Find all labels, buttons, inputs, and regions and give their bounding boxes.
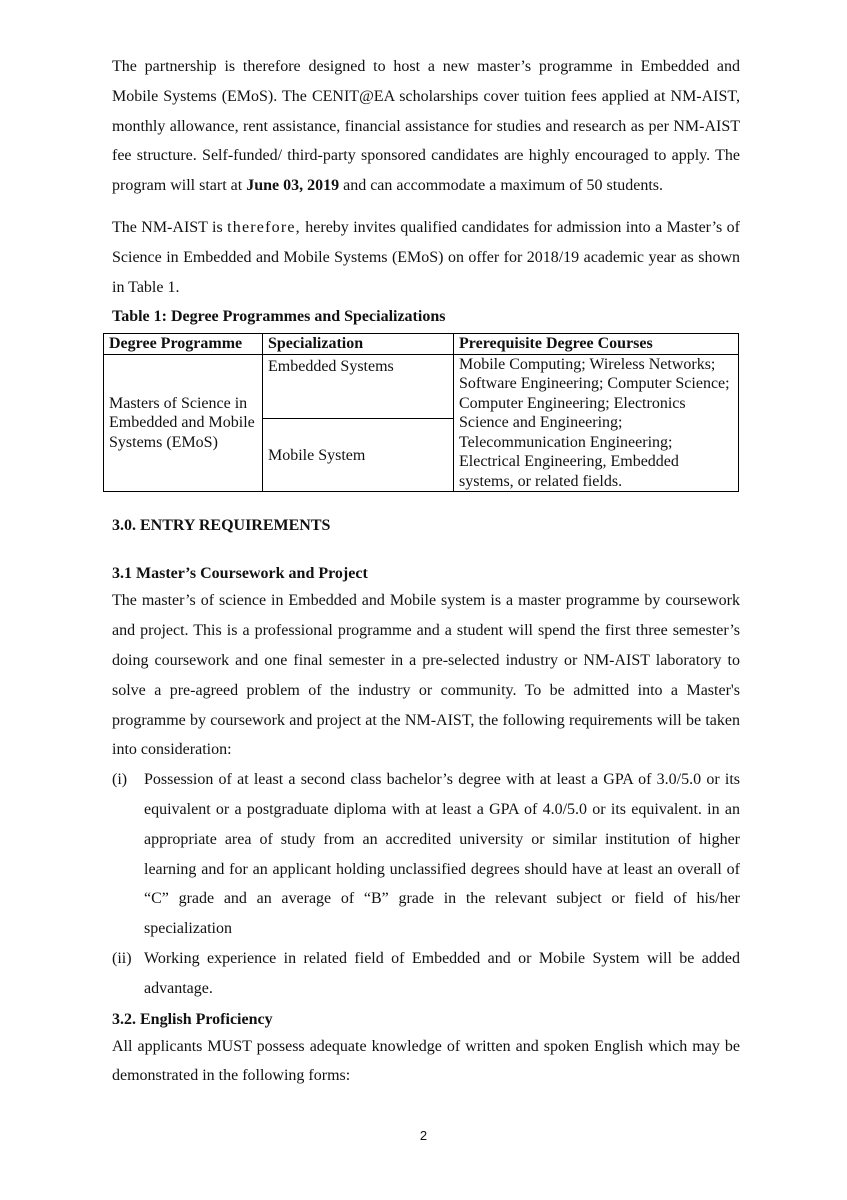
table-header-row (104, 334, 739, 355)
subsection-heading-english: 3.2. English Proficiency (112, 1010, 273, 1028)
intro-paragraph-2: The NM-AIST is therefore, hereby invites qualified candidates for admission into a Master’s of Science in Embedded and Mobile Systems (EMoS) on offer for 2018/19 academic year as shown in Table 1. (112, 218, 740, 296)
list-item-number: (i) (112, 771, 128, 789)
coursework-paragraph: The master’s of science in Embedded and Mobile system is a master programme by coursework and project. This is a professional programme and a student will spend the first three semester’s doing coursework and one final semester in a pre-selected industry or NM-AIST laboratory to solve a pre-agreed problem of the industry or community. To be admitted into a Master's programme by coursework and project at the NM-AIST, the following requirements will be taken into consideration: (112, 592, 740, 759)
document-page (109, 52, 740, 1091)
table-header-cell: Degree Programme (104, 334, 263, 355)
specialization-cell: Embedded Systems (263, 354, 454, 418)
intro-paragraph-1: The partnership is therefore designed to host a new master’s programme in Embedded and Mobile Systems (EMoS). The CENIT@EA scholarships cover tuition fees applied at NM-AIST, monthly allowance, rent assistance, financial assistance for studies and research as per NM-AIST fee structure. Self-funded/ third-party sponsored candidates are highly encouraged to apply. The program will start at June 03, 2019 and can accommodate a maximum of 50 students. (112, 58, 740, 195)
table-header-cell: Specialization (263, 334, 454, 355)
english-paragraph: All applicants MUST possess adequate knowledge of written and spoken English which may be demonstrated in the following forms: (112, 1037, 740, 1085)
prerequisites-cell: Mobile Computing; Wireless Networks; Software Engineering; Computer Science; Computer Engineering; Electronics Science and Engineering; Telecommunication Engineering; Electrical Engineering, Embedded systems, or related fields. (454, 354, 739, 492)
page-number: 2 (419, 1128, 428, 1143)
list-item-number: (ii) (112, 949, 132, 967)
start-date: June 03, 2019 (246, 177, 340, 195)
table-row (104, 354, 739, 418)
list-item-text: Working experience in related field of Embedded and or Mobile System will be added advantage. (144, 949, 740, 997)
table-caption: Table 1: Degree Programmes and Specializations (112, 308, 446, 326)
list-item-text: Possession of at least a second class bachelor’s degree with at least a GPA of 3.0/5.0 or its equivalent or a postgraduate diploma with at least a GPA of 4.0/5.0 or its equivalent. in an appropriate area of study from an accredited university or similar institution of higher learning and for an applicant holding unclassified degrees should have at least an overall of “C” grade and an average of “B” grade in the relevant subject or field of his/her specialization (144, 771, 740, 938)
section-heading-entry-requirements: 3.0. ENTRY REQUIREMENTS (112, 517, 331, 535)
table-header-cell: Prerequisite Degree Courses (454, 334, 739, 355)
requirements-list (112, 765, 740, 1003)
programmes-table (103, 333, 739, 492)
list-item (112, 765, 740, 944)
specialization-cell: Mobile System (263, 419, 454, 492)
programme-cell: Masters of Science in Embedded and Mobile Systems (EMoS) (104, 354, 263, 492)
list-item (112, 944, 740, 1004)
subsection-heading-coursework: 3.1 Master’s Coursework and Project (112, 565, 368, 583)
